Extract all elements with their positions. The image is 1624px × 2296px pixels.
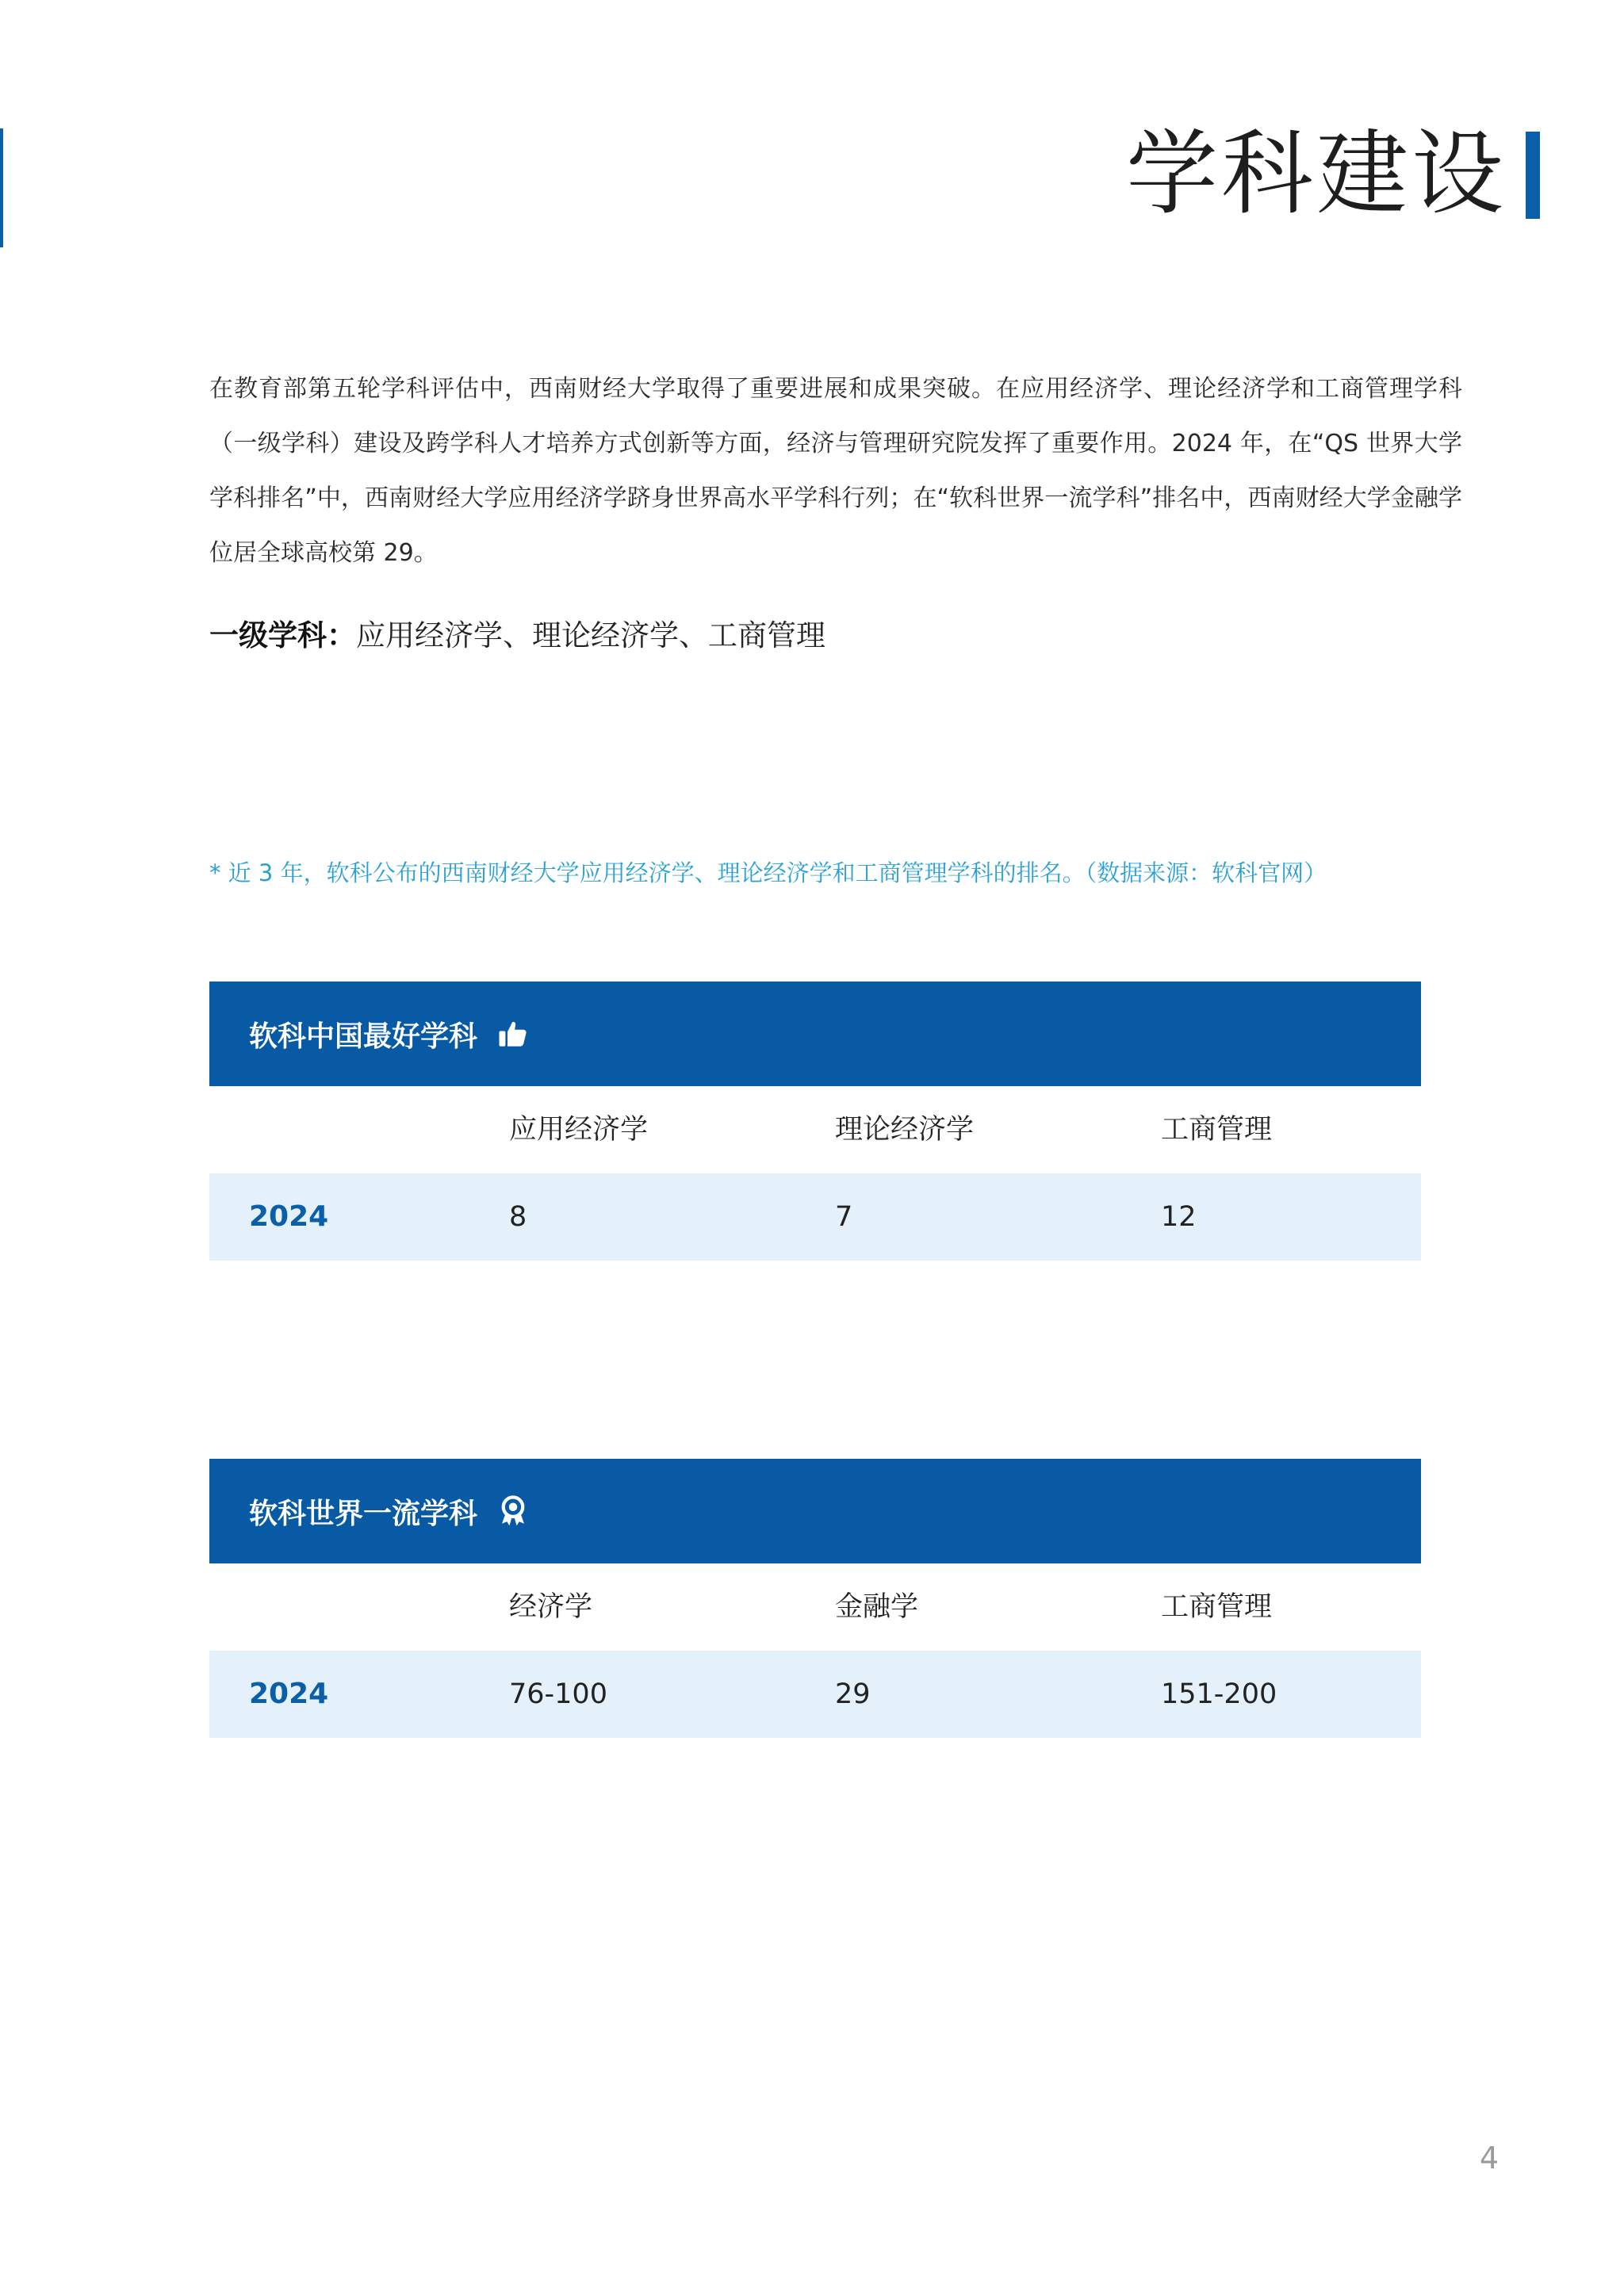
column-header: 理论经济学 — [835, 1114, 975, 1146]
column-header: 经济学 — [509, 1591, 593, 1623]
intro-paragraph: 在教育部第五轮学科评估中，西南财经大学取得了重要进展和成果突破。在应用经济学、理论经济学和工商管理学科（一级学科）建设及跨学科人才培养方式创新等方面，经济与管理研究院发挥了重要作用。2024 年，在“QS 世界大学学科排名”中，西南财经大学应用经济学跻身世界高水平学科行列；在“软科世界一流学科”排名中，西南财经大学金融学位居全球高校第 29。 — [209, 375, 1462, 567]
disciplines-label: 一级学科： — [209, 618, 356, 652]
row-year: 2024 — [249, 1678, 329, 1710]
first-level-disciplines — [209, 615, 825, 656]
table-column-header-row — [209, 1086, 1421, 1173]
table-cell: 76-100 — [509, 1678, 607, 1710]
column-header: 应用经济学 — [509, 1114, 649, 1146]
ranking-table-china-best — [209, 982, 1421, 1261]
table-row — [209, 1651, 1421, 1738]
table-cell: 8 — [509, 1201, 527, 1233]
column-header: 金融学 — [835, 1591, 919, 1623]
thumbs-up-icon — [496, 1017, 530, 1050]
table-cell: 29 — [835, 1678, 871, 1710]
ranking-note: * 近 3 年，软科公布的西南财经大学应用经济学、理论经济学和工商管理学科的排名。（数据来源：软科官网） — [209, 859, 1327, 886]
column-header: 工商管理 — [1161, 1114, 1273, 1146]
ranking-table-world-class — [209, 1459, 1421, 1738]
page-title: 学科建设 — [1126, 121, 1507, 228]
column-header: 工商管理 — [1161, 1591, 1273, 1623]
table-column-header-row — [209, 1563, 1421, 1651]
table-cell: 151-200 — [1161, 1678, 1277, 1710]
table-title: 软科中国最好学科 — [249, 1020, 478, 1053]
row-year: 2024 — [249, 1200, 329, 1233]
table-title: 软科世界一流学科 — [249, 1497, 478, 1530]
table-header — [209, 982, 1421, 1086]
table-header — [209, 1459, 1421, 1563]
left-edge-accent-bar — [0, 128, 3, 247]
table-cell: 12 — [1161, 1201, 1197, 1233]
table-row — [209, 1173, 1421, 1261]
page-number: 4 — [1479, 2141, 1499, 2175]
award-ribbon-icon — [496, 1494, 530, 1528]
table-cell: 7 — [835, 1201, 853, 1233]
disciplines-value: 应用经济学、理论经济学、工商管理 — [356, 618, 825, 652]
title-accent-bar — [1526, 132, 1540, 219]
